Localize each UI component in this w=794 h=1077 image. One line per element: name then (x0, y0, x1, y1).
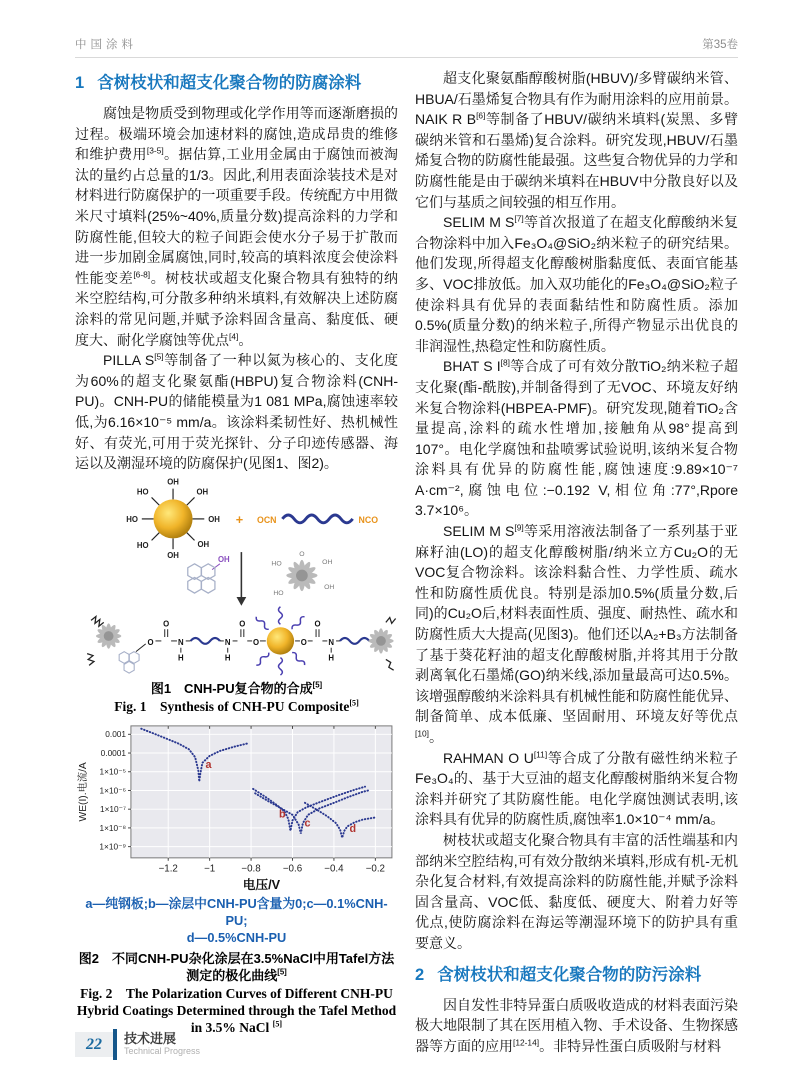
footer-section-labels (124, 1032, 200, 1057)
figure-2-caption-cn: 图2 不同CNH-PU杂化涂层在3.5%NaCl中用Tafel方法测定的极化曲线[5] (78, 950, 395, 983)
paragraph-antifouling-intro: 因自发性非特异蛋白质吸收造成的材料表面污染极大地限制了其在医用植入物、手术设备、生物探感器等方面的应用[12-14]。非特异性蛋白质吸附与材料 (415, 996, 738, 1054)
svg-text:电压/V: 电压/V (242, 877, 281, 892)
svg-text:−0.6: −0.6 (282, 863, 303, 875)
figure-1 (75, 474, 398, 715)
svg-text:−0.2: −0.2 (365, 863, 385, 875)
volume-label: 第35卷 (702, 39, 738, 51)
paragraph-selim7: SELIM M S[7]等首次报道了在超支化醇酸纳米复合物涂料中加入Fe₃O₄@SiO₂纳米粒子的研究结果。他们发现,所得超支化醇酸树脂黏度低、表面官能基多、VOC排放低。加入双功能化的Fe₃O₄@SiO₂粒子使涂料具有优异的表面黏结性和防腐性质。添加0.5%(质量分数)的纳米粒子,所得产物显示出优良的非润湿性,热稳定性和防腐性质。 (415, 213, 739, 354)
svg-text:1×10⁻⁸: 1×10⁻⁸ (99, 822, 127, 833)
paragraph-selim9: SELIM M S[9]等采用溶液法制备了一系列基于亚麻籽油(LO)的超支化醇酸树脂/纳米立方Cu₂O的无VOC复合物涂料。该涂料黏合性、力学性质、疏水性和防腐性质优良。特别是添加0.5%(质量分数,后同)的Cu₂O后,材料表面性质、强度、耐热性、疏水和防腐性质大大提高(见图3)。他们还以A₂+B₃方法制备了基于葵花籽油的超支化醇酸树脂,并将其用于分散剥离氧化石墨烯(GO)纳米线,添加量最高可达0.5%。该增强醇酸纳米涂料具有机械性能和防腐性能优异、制备简单、成本低廉、坚固耐用、环境友好等优点[10]。 (415, 522, 739, 745)
section-1-number: 1 (75, 74, 85, 92)
page-header (75, 36, 738, 58)
figure-2 (75, 721, 398, 1036)
svg-text:OH: OH (197, 539, 210, 549)
section-2-number: 2 (415, 965, 425, 984)
reaction-arrow-head (237, 597, 247, 606)
page-number: 22 (86, 1035, 102, 1053)
svg-text:O: O (314, 618, 321, 628)
svg-text:O: O (239, 618, 246, 628)
svg-text:−0.8: −0.8 (241, 863, 261, 875)
svg-text:0.001: 0.001 (105, 728, 127, 739)
paragraph-hbuv: 超支化聚氨酯醇酸树脂(HBUV)/多臂碳纳米管、HBUA/石墨烯复合物具有作为耐用涂料的应用前景。NAIK R B[6]等制备了HBUV/碳纳米填料(炭黑、多臂碳纳米管和石墨烯)复合涂料。研究发现,HBUV/石墨烯复合物的防腐性能最强。这些复合物优异的力学和防腐性能是由于碳纳米填料在HBUV中分散良好以及它们与基质之间较强的相互作用。 (415, 70, 739, 210)
svg-text:c: c (304, 817, 311, 830)
section-2-title: 含树枝状和超支化聚合物的防污涂料 (437, 965, 702, 984)
pyrene-molecule (188, 563, 215, 592)
svg-text:1×10⁻⁶: 1×10⁻⁶ (99, 785, 127, 796)
svg-text:H: H (224, 653, 231, 663)
footer-section-cn: 技术进展 (124, 1031, 177, 1046)
svg-text:H: H (178, 653, 184, 663)
svg-text:1×10⁻⁷: 1×10⁻⁷ (99, 803, 127, 814)
svg-text:O: O (147, 637, 154, 647)
svg-text:O: O (300, 637, 307, 647)
tafel-chart (75, 721, 398, 895)
svg-text:−1.2: −1.2 (158, 863, 178, 875)
footer-divider-bar (113, 1029, 117, 1060)
two-column-layout (75, 68, 738, 1056)
svg-text:N: N (328, 637, 335, 647)
svg-text:OH: OH (167, 550, 179, 560)
svg-text:a: a (205, 758, 212, 771)
paragraph-corrosion-intro: 腐蚀是物质受到物理或化学作用等而逐渐磨损的过程。极端环境会加速材料的腐蚀,造成昂贵的维修和维护费用[3-5]。据估算,工业用金属由于腐蚀而被淘汰的量约占总量的1/3。因此,利用表面涂装技术是对材料进行防腐保护的一项重要手段。传统配方中用微米尺寸填料(25%~40%,质量分数)提高涂料的力学和防腐性能,但较大的粒子间距会使水分子易于扩散而进一步加剧金属腐蚀,同时,较高的填料浓度会使涂料性能变差[6-8]。树枝状或超支化聚合物具有独特的纳米空腔结构,可分散多种纳米填料,有效解决上述防腐涂料的常见问题,并赋予涂料固含量高、黏度低、硬度大、耐化学腐蚀等优点[4]。 (75, 105, 399, 348)
svg-text:HO: HO (136, 487, 149, 497)
svg-text:HO: HO (271, 560, 282, 568)
paragraph-rahman: RAHMAN O U[11]等合成了分散有磁性纳米粒子Fe₃O₄的、基于大豆油的超支化醇酸树脂纳米复合物涂料并研究了其防腐性能。电化学腐蚀测试表明,该涂料具有优异的防腐性质,腐蚀率1.0×10⁻⁴ mm/a。 (415, 748, 739, 828)
svg-text:O: O (252, 637, 260, 647)
figure-2-caption-en: Fig. 2 The Polarization Curves of Different CNH-PU Hybrid Coatings Determined through the Tafel Method in 3.5% NaCl [5] (76, 985, 400, 1035)
figure-2-legend-line2: d—0.5%CNH-PU (186, 929, 287, 945)
nanohorn-right (368, 628, 393, 653)
svg-text:OH: OH (208, 514, 220, 524)
svg-text:OH: OH (196, 487, 209, 497)
svg-text:0.0001: 0.0001 (100, 747, 127, 758)
ocn-label: OCN (257, 514, 277, 525)
footer-section-en: Technical Progress (124, 1046, 201, 1056)
figure-2-legend-line1: a—纯钢板;b—涂层中CNH-PU含量为0;c—0.1%CNH-PU; (85, 895, 388, 928)
svg-text:HO: HO (126, 514, 138, 524)
svg-text:d: d (349, 822, 357, 835)
svg-text:WE(I).电流/A: WE(I).电流/A (77, 761, 89, 822)
pyrene-oh-label: OH (217, 554, 230, 564)
page-number-box (75, 1032, 113, 1057)
paragraph-bhat: BHAT S I[8]等合成了可有效分散TiO₂纳米粒子超支化聚(酯-酰胺),并制备得到了无VOC、环境友好纳米复合物涂料(HBPEA-PMF)。研究发现,随着TiO₂含量提高,涂料的疏水性增加,接触角从98°提高到107°。电化学腐蚀和盐喷雾试验说明,该纳米复合物涂料具有优异的防腐性能,腐蚀速度:9.89×10⁻⁷ A·cm⁻²,腐蚀电位:−0.192 V,相位角:77°,Rpore 3.7×10⁶。 (415, 357, 738, 519)
page-footer (75, 1029, 200, 1060)
svg-text:HO: HO (273, 589, 284, 597)
figure-1-caption-en: Fig. 1 Synthesis of CNH-PU Composite[5] (114, 698, 359, 714)
pu-chain-left (191, 638, 220, 644)
svg-text:O: O (299, 550, 305, 558)
svg-text:N: N (178, 637, 184, 647)
section-1-title: 含树枝状和超支化聚合物的防腐涂料 (97, 74, 362, 92)
right-column (415, 68, 738, 1056)
nco-label: NCO (358, 514, 379, 525)
pu-chain-right (340, 638, 369, 644)
svg-text:O: O (163, 618, 170, 628)
svg-text:1×10⁻⁵: 1×10⁻⁵ (99, 766, 127, 777)
svg-text:−0.4: −0.4 (324, 863, 344, 875)
synthesis-scheme-illustration (75, 474, 398, 679)
paragraph-pilla: PILLA S[5]等制备了一种以氮为核心的、支化度为60%的超支化聚氨酯(HBPU)复合物涂料(CNH-PU)。CNH-PU的储能模量为1 081 MPa,腐蚀速率较低,为6.16×10⁻⁵ mm/a。该涂料柔韧性好、热机械性好、有荧光,可用于荧光探针、分子印迹传感器、海运以及潮湿环境的防腐保护(见图1、图2)。 (75, 351, 399, 472)
figure-1-caption-cn: 图1 CNH-PU复合物的合成[5] (150, 680, 323, 696)
plus-sign: + (235, 512, 244, 527)
svg-text:HO: HO (136, 540, 149, 550)
section-2-heading (415, 964, 738, 986)
hydroxyl-nanoparticle (142, 488, 204, 549)
svg-text:1×10⁻⁹: 1×10⁻⁹ (99, 841, 127, 852)
journal-name: 中国涂料 (75, 39, 137, 51)
section-1-heading (75, 72, 398, 94)
svg-text:OH: OH (322, 558, 333, 566)
product-structure (87, 606, 395, 674)
pyrene-in-product (119, 651, 139, 672)
nanohorn-reagent-starburst (271, 551, 334, 597)
svg-text:b: b (279, 808, 286, 821)
left-column (75, 68, 398, 1056)
svg-text:N: N (224, 637, 231, 647)
nanohorn-left (96, 623, 121, 648)
svg-text:OH: OH (324, 583, 335, 591)
paragraph-summary: 树枝状或超支化聚合物具有丰富的活性端基和内部纳米空腔结构,可有效分散纳米填料,形成有机-无机杂化复合材料,有效提高涂料的防腐性能,并赋予涂料固含量高、VOC低、黏度低、硬度大、附着力好等优点,使防腐涂料在海运等潮湿环境下的防护具有重要意义。 (415, 831, 738, 951)
svg-text:−1: −1 (204, 863, 216, 875)
svg-text:H: H (328, 653, 335, 663)
svg-text:OH: OH (167, 477, 179, 487)
diisocyanate-chain (282, 515, 352, 523)
